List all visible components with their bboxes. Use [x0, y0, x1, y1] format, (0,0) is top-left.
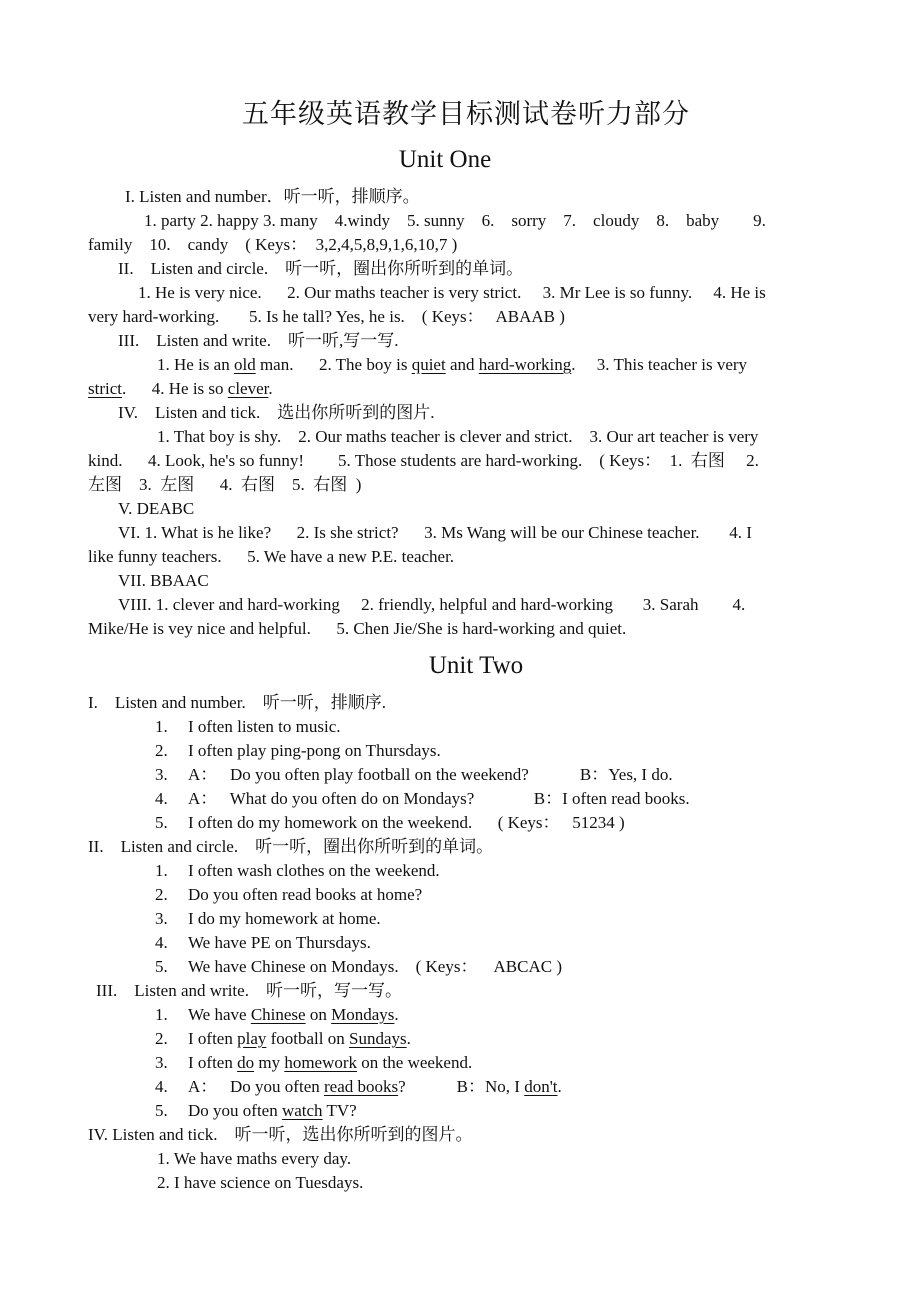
answer-word: read books	[323, 1077, 399, 1096]
list-number: 1.	[155, 1005, 168, 1024]
answer-word: quiet	[411, 355, 446, 374]
u1-s7: VII. BBAAC	[118, 571, 209, 590]
text: . 4. He is so	[122, 379, 228, 398]
text: and	[445, 355, 479, 374]
list-item: I often play ping-pong on Thursdays.	[188, 741, 441, 760]
list-number: 3.	[155, 1053, 168, 1072]
u2-s3-header: III. Listen and write. 听一听，写一写。	[96, 981, 402, 1000]
text: .	[394, 1005, 399, 1024]
u1-s2-header: II. Listen and circle. 听一听，圈出你所听到的单词。	[118, 259, 524, 278]
u1-s3-header: III. Listen and write. 听一听,写一写.	[118, 331, 399, 350]
u1-s5: V. DEABC	[118, 499, 195, 518]
list-number: 4.	[155, 933, 168, 952]
list-item: A： What do you often do on Mondays? B：I often read books.	[188, 789, 690, 808]
list-number: 5.	[155, 1101, 168, 1120]
answer-word: do	[237, 1053, 255, 1072]
list-number: 2.	[155, 741, 168, 760]
u1-s4-line3: 左图 3. 左图 4. 右图 5. 右图 )	[88, 475, 362, 494]
unit-two-heading: Unit Two	[428, 652, 524, 679]
list-item: I often listen to music.	[188, 717, 341, 736]
text: .	[406, 1029, 411, 1048]
list-number: 5.	[155, 957, 168, 976]
page-title: 五年级英语教学目标测试卷听力部分	[242, 99, 690, 129]
answer-word: old	[233, 355, 256, 374]
list-item	[188, 1075, 562, 1099]
list-number: 1.	[155, 861, 168, 880]
text: football on	[266, 1029, 350, 1048]
u1-s3-line2	[88, 377, 273, 401]
u1-s4-line1: 1. That boy is shy. 2. Our maths teacher is clever and strict. 3. Our art teacher is very	[157, 427, 759, 446]
text: my	[254, 1053, 285, 1072]
answer-word: Mondays	[331, 1005, 395, 1024]
answer-word: Chinese	[250, 1005, 306, 1024]
u1-s6-line1: VI. 1. What is he like? 2. Is she strict? 3. Ms Wang will be our Chinese teacher. 4. I	[118, 523, 752, 542]
list-number: 4.	[155, 1077, 168, 1096]
list-item: We have PE on Thursdays.	[188, 933, 371, 952]
u1-s6-line2: like funny teachers. 5. We have a new P.E. teacher.	[88, 547, 455, 566]
list-item: I often wash clothes on the weekend.	[188, 861, 440, 880]
unit-one-heading: Unit One	[398, 146, 492, 173]
list-item: A： Do you often play football on the weekend? B：Yes, I do.	[188, 765, 673, 784]
list-number: 3.	[155, 765, 168, 784]
text: on	[305, 1005, 332, 1024]
text: . 3. This teacher is very	[571, 355, 748, 374]
answer-word: play	[237, 1029, 267, 1048]
u2-s1-header: I. Listen and number. 听一听，排顺序.	[88, 693, 386, 712]
text: A： Do you often	[188, 1077, 324, 1096]
list-item: Do you often read books at home?	[188, 885, 423, 904]
u1-s2-line1: 1. He is very nice. 2. Our maths teacher is very strict. 3. Mr Lee is so funny. 4. He is	[138, 283, 766, 302]
list-number: 3.	[155, 909, 168, 928]
answer-word: strict	[88, 379, 122, 398]
list-item	[188, 1027, 411, 1051]
text: .	[557, 1077, 562, 1096]
list-number: 2.	[155, 1029, 168, 1048]
u2-s4-header: IV. Listen and tick. 听一听，选出你所听到的图片。	[88, 1125, 473, 1144]
list-item	[188, 1099, 357, 1123]
list-item: I do my homework at home.	[188, 909, 381, 928]
u1-s2-line2: very hard-working. 5. Is he tall? Yes, he is. ( Keys： ABAAB )	[88, 307, 565, 326]
list-number: 4.	[155, 789, 168, 808]
u2-s4-line2: 2. I have science on Tuesdays.	[157, 1173, 364, 1192]
answer-word: clever	[227, 379, 269, 398]
list-item: I often do my homework on the weekend. ( Keys： 51234 )	[188, 813, 625, 832]
u1-s8-line1: VIII. 1. clever and hard-working 2. friendly, helpful and hard-working 3. Sarah 4.	[118, 595, 746, 614]
u1-s8-line2: Mike/He is vey nice and helpful. 5. Chen Jie/She is hard-working and quiet.	[88, 619, 627, 638]
text: .	[268, 379, 273, 398]
text: 1. He is an	[157, 355, 234, 374]
text: Do you often	[188, 1101, 282, 1120]
list-item: We have Chinese on Mondays. ( Keys： ABCAC )	[188, 957, 563, 976]
list-item	[188, 1051, 472, 1075]
text: on the weekend.	[357, 1053, 473, 1072]
answer-word: hard-working	[478, 355, 572, 374]
text: I often	[188, 1029, 238, 1048]
text: ? B：No, I	[398, 1077, 525, 1096]
list-number: 1.	[155, 717, 168, 736]
text: TV?	[322, 1101, 357, 1120]
u1-s4-header: IV. Listen and tick. 选出你所听到的图片.	[118, 403, 435, 422]
answer-word: don't	[524, 1077, 558, 1096]
list-item	[188, 1003, 399, 1027]
u1-s1-line1: 1. party 2. happy 3. many 4.windy 5. sunny 6. sorry 7. cloudy 8. baby 9.	[144, 211, 766, 230]
answer-word: Sundays	[349, 1029, 407, 1048]
list-number: 2.	[155, 885, 168, 904]
text: man. 2. The boy is	[255, 355, 412, 374]
u2-s4-line1: 1. We have maths every day.	[157, 1149, 352, 1168]
text: I often	[188, 1053, 238, 1072]
u1-s4-line2: kind. 4. Look, he's so funny! 5. Those students are hard-working. ( Keys： 1. 右图 2.	[88, 451, 759, 470]
u2-s2-header: II. Listen and circle. 听一听，圈出你所听到的单词。	[88, 837, 494, 856]
u1-s3-line1	[157, 353, 747, 377]
answer-word: watch	[281, 1101, 323, 1120]
u1-s1-header: I. Listen and number．听一听，排顺序。	[125, 187, 420, 206]
text: We have	[188, 1005, 251, 1024]
u1-s1-line2: family 10. candy ( Keys： 3,2,4,5,8,9,1,6,10,7 )	[88, 235, 458, 254]
answer-word: homework	[284, 1053, 358, 1072]
list-number: 5.	[155, 813, 168, 832]
